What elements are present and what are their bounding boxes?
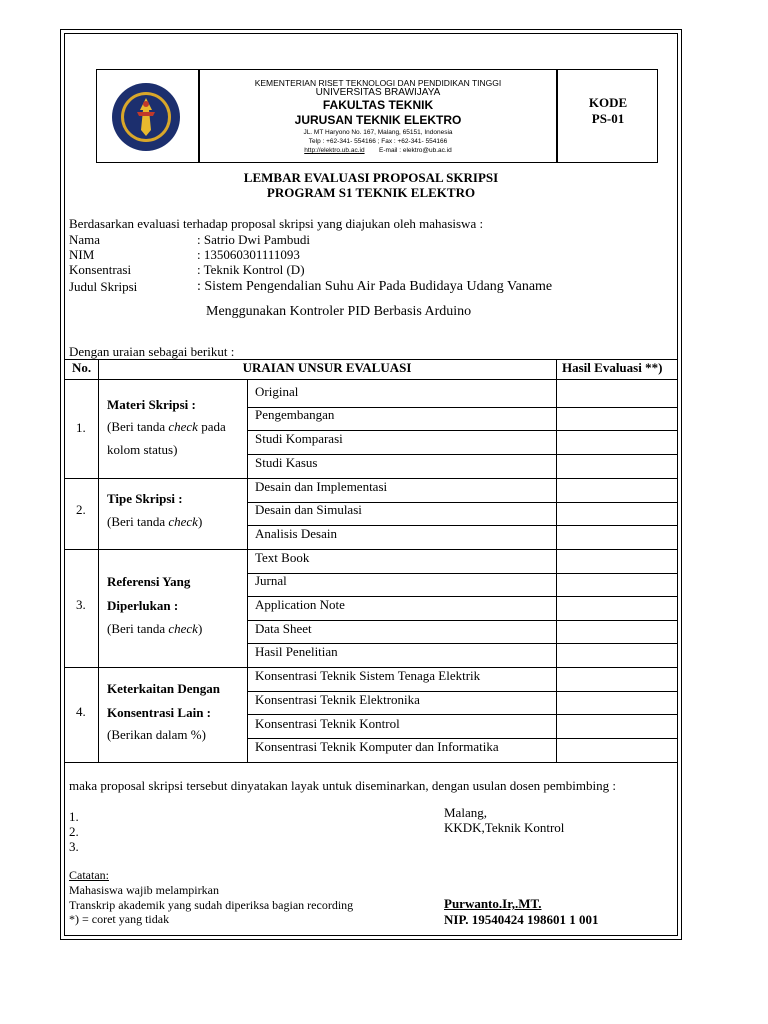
table-header-divider (64, 379, 678, 380)
title-line-2: PROGRAM S1 TEKNIK ELEKTRO (266, 185, 476, 200)
nim-value: : 135060301111093 (197, 247, 300, 262)
col-divider-hasil (556, 359, 557, 763)
kode-label: KODE (588, 95, 628, 110)
item-label: Text Book (255, 550, 310, 565)
advisor-slot-2: 2. (69, 824, 79, 839)
item-label: Konsentrasi Teknik Elektronika (255, 692, 420, 707)
col-header-no: No. (72, 360, 92, 375)
conclusion-text: maka proposal skripsi tersebut dinyatakan layak untuk diseminarkan, dengan usulan dosen pembimbing : (69, 778, 616, 793)
group-number: 1. (76, 420, 86, 435)
item-label: Analisis Desain (255, 526, 337, 541)
advisor-slot-1: 1. (69, 809, 79, 824)
notes-line-1: Mahasiswa wajib melampirkan (69, 883, 219, 897)
notes-line-2: Transkrip akademik yang sudah diperiksa bagian recording (69, 898, 354, 912)
kode-value: PS-01 (591, 111, 625, 126)
item-label: Hasil Penelitian (255, 644, 338, 659)
advisor-slot-3: 3. (69, 839, 79, 854)
address: JL. MT Haryono No. 167, Malang, 65151, Indonesia (303, 129, 453, 136)
item-label: Pengembangan (255, 407, 335, 422)
item-label: Konsentrasi Teknik Komputer dan Informatika (255, 739, 499, 754)
col-divider-no (98, 359, 99, 763)
ministry-name: KEMENTERIAN RISET TEKNOLOGI DAN PENDIDIKAN TINGGI (254, 78, 502, 88)
item-separator (247, 573, 678, 574)
item-label: Desain dan Implementasi (255, 479, 388, 494)
col-header-uraian: URAIAN UNSUR EVALUASI (242, 360, 412, 375)
department-name: JURUSAN TEKNIK ELEKTRO (294, 113, 462, 127)
group-number: 3. (76, 597, 86, 612)
group-title: Materi Skripsi : (107, 397, 196, 412)
notes-line-3: *) = coret yang tidak (69, 912, 170, 926)
group-note: (Beri tanda check) (107, 621, 203, 636)
group-note: (Beri tanda check pada (107, 419, 226, 434)
judul-continuation: Menggunakan Kontroler PID Berbasis Arduino (206, 304, 472, 319)
faculty-name: FAKULTAS TEKNIK (322, 98, 434, 112)
nama-value: : Satrio Dwi Pambudi (197, 232, 311, 247)
konsentrasi-label: Konsentrasi (69, 262, 132, 277)
document-title (64, 170, 678, 200)
group-number: 4. (76, 704, 86, 719)
intro-text: Berdasarkan evaluasi terhadap proposal skripsi yang diajukan oleh mahasiswa : (69, 216, 484, 231)
item-label: Studi Komparasi (255, 431, 343, 446)
konsentrasi-value: : Teknik Kontrol (D) (197, 262, 305, 277)
website-link[interactable]: http://elektro.ub.ac.id (304, 147, 365, 154)
nim-label: NIM (69, 247, 95, 262)
form-code (558, 95, 658, 127)
group-title-cont: Konsentrasi Lain : (107, 705, 212, 720)
notes-heading: Catatan: (69, 868, 109, 882)
item-label: Konsentrasi Teknik Sistem Tenaga Elektrik (255, 668, 481, 683)
group-separator (64, 549, 678, 550)
nama-label: Nama (69, 232, 101, 247)
group-note: (Beri tanda check) (107, 514, 203, 529)
title-line-1: LEMBAR EVALUASI PROPOSAL SKRIPSI (243, 170, 499, 185)
col-divider-group (247, 379, 248, 763)
signatory-name: Purwanto.Ir,.MT. (444, 896, 542, 911)
item-label: Desain dan Simulasi (255, 502, 362, 517)
judul-value: : Sistem Pengendalian Suhu Air Pada Budidaya Udang Vaname (197, 279, 553, 294)
item-label: Application Note (255, 597, 345, 612)
university-logo (111, 82, 181, 152)
place-date: Malang, (444, 805, 487, 820)
group-number: 2. (76, 502, 86, 517)
item-label: Original (255, 384, 299, 399)
judul-label: Judul Skripsi (69, 279, 138, 294)
item-separator (247, 714, 678, 715)
group-title: Tipe Skripsi : (107, 491, 183, 506)
item-label: Jurnal (255, 573, 287, 588)
group-title-cont: Diperlukan : (107, 598, 179, 613)
uraian-intro: Dengan uraian sebagai berikut : (69, 344, 235, 359)
letterhead-text (200, 78, 556, 155)
group-title: Referensi Yang (107, 574, 191, 589)
group-title: Keterkaitan Dengan (107, 681, 221, 696)
signatory-nip: NIP. 19540424 198601 1 001 (444, 912, 599, 927)
university-name: UNIVERSITAS BRAWIJAYA (315, 87, 441, 98)
contact-line (200, 146, 556, 155)
item-label: Data Sheet (255, 621, 312, 636)
email: E-mail : elektro@ub.ac.id (379, 147, 452, 154)
kkdk-label: KKDK,Teknik Kontrol (444, 820, 565, 835)
group-note-cont: kolom status) (107, 442, 178, 457)
phone: Telp : +62-341- 554166 ; Fax : +62-341- 554166 (308, 138, 448, 145)
col-header-hasil: Hasil Evaluasi **) (562, 360, 663, 375)
item-label: Konsentrasi Teknik Kontrol (255, 716, 400, 731)
item-label: Studi Kasus (255, 455, 318, 470)
group-note: (Berikan dalam %) (107, 727, 206, 742)
